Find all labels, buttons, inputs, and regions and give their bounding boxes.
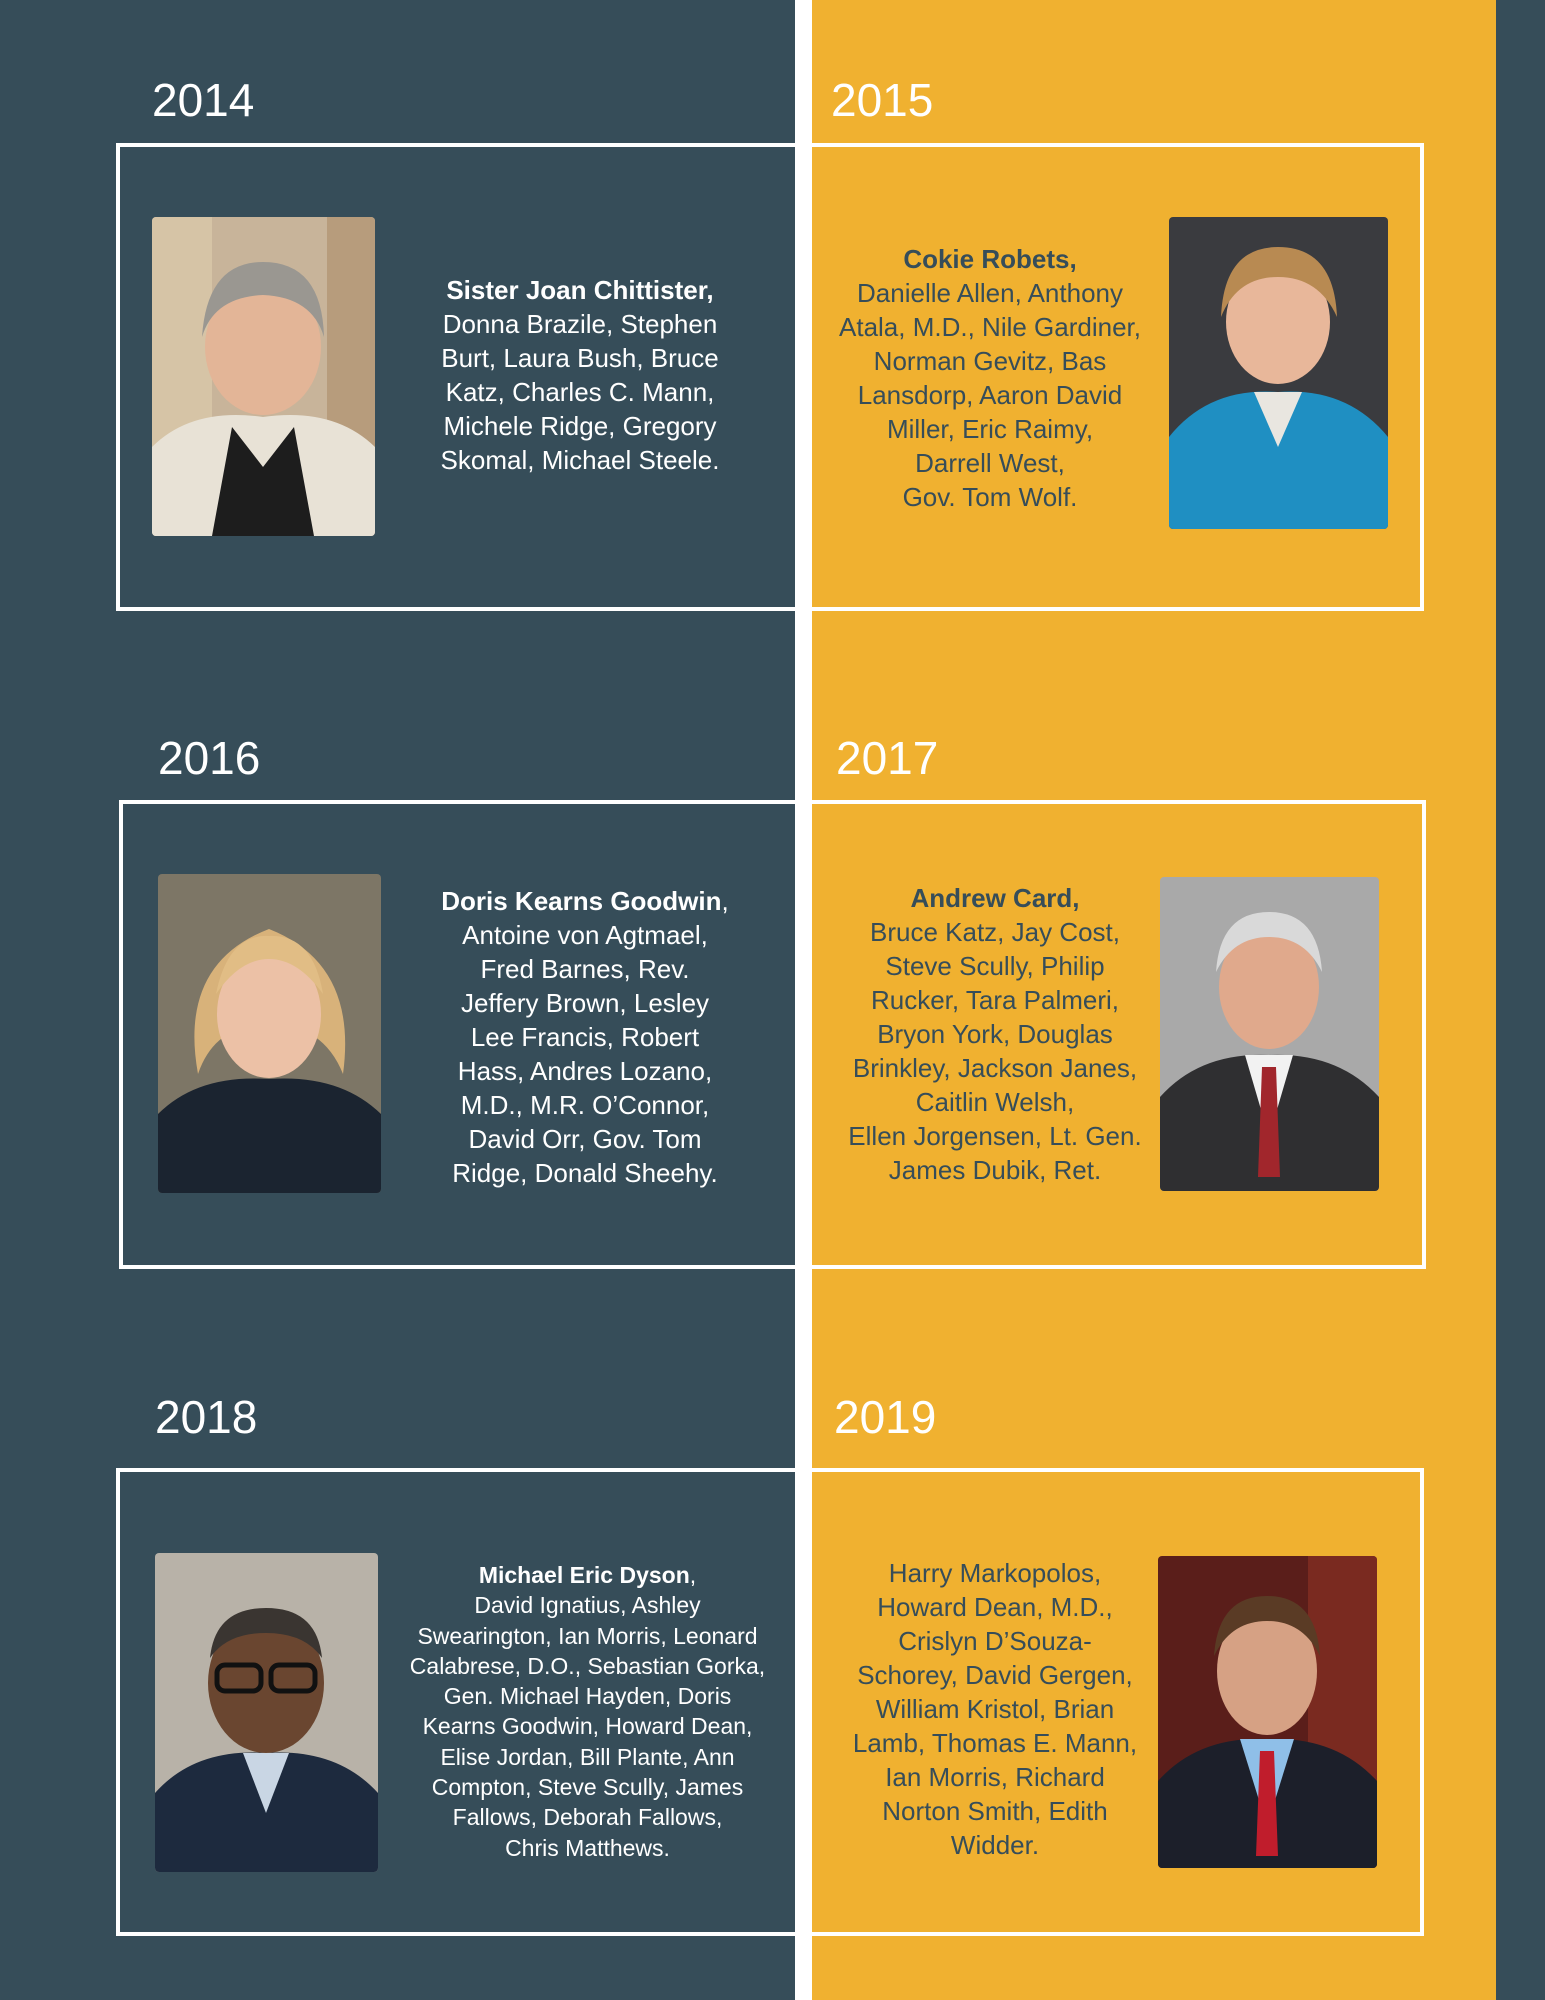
right-edge-strip <box>1496 0 1545 2000</box>
attendees-2015 <box>820 242 1160 514</box>
other-speakers-2019: Harry Markopolos, Howard Dean, M.D., Crislyn D’Souza- Schorey, David Gergen, William Kristol, Brian Lamb, Thomas E. Mann, Ian Morris, Richard Norton Smith, Edith Widder. <box>852 1558 1138 1860</box>
portrait-2015 <box>1169 217 1388 529</box>
attendees-2018 <box>395 1560 780 1863</box>
featured-speaker-2018: Michael Eric Dyson <box>478 1562 690 1588</box>
other-speakers-2015: Danielle Allen, Anthony Atala, M.D., Nile Gardiner, Norman Gevitz, Bas Lansdorp, Aaron David Miller, Eric Raimy, Darrell West, Gov. Tom Wolf. <box>839 278 1141 512</box>
featured-speaker-2015: Cokie Robets, <box>903 244 1077 274</box>
featured-speaker-2016: Doris Kearns Goodwin <box>441 886 722 916</box>
portrait-2019 <box>1158 1556 1377 1868</box>
attendees-2019 <box>820 1556 1170 1862</box>
year-2017: 2017 <box>836 732 939 784</box>
other-speakers-2018: , David Ignatius, Ashley Swearington, Ian Morris, Leonard Calabrese, D.O., Sebastian Gorka, Gen. Michael Hayden, Doris Kearns Goodwin, Howard Dean, Elise Jordan, Bill Plante, Ann Compton, Steve Scully, James Fallows, Deborah Fallows, Chris Matthews. <box>409 1562 766 1861</box>
other-speakers-2017: Bruce Katz, Jay Cost, Steve Scully, Philip Rucker, Tara Palmeri, Bryon York, Douglas Brinkley, Jackson Janes, Caitlin Welsh, Ellen Jorgensen, Lt. Gen. James Dubik, Ret. <box>848 917 1142 1185</box>
center-divider <box>795 0 812 2000</box>
featured-speaker-2017: Andrew Card, <box>910 883 1080 913</box>
portrait-2014 <box>152 217 375 536</box>
other-speakers-2016: , Antoine von Agtmael, Fred Barnes, Rev. Jeffery Brown, Lesley Lee Francis, Robert Hass, Andres Lozano, M.D., M.R. O’Connor, David Orr, Gov. Tom Ridge, Donald Sheehy. <box>452 886 729 1188</box>
year-2015: 2015 <box>831 74 934 126</box>
other-speakers-2014: Donna Brazile, Stephen Burt, Laura Bush, Bruce Katz, Charles C. Mann, Michele Ridge, Gregory Skomal, Michael Steele. <box>440 309 720 475</box>
portrait-2016 <box>158 874 381 1193</box>
year-2018: 2018 <box>155 1391 258 1443</box>
attendees-2017 <box>820 881 1170 1187</box>
year-2016: 2016 <box>158 732 261 784</box>
attendees-2014 <box>400 273 760 477</box>
portrait-2018 <box>155 1553 378 1872</box>
portrait-2017 <box>1160 877 1379 1191</box>
featured-speaker-2014: Sister Joan Chittister, <box>446 275 714 305</box>
attendees-2016 <box>405 884 765 1190</box>
year-2019: 2019 <box>834 1391 937 1443</box>
year-2014: 2014 <box>152 74 255 126</box>
